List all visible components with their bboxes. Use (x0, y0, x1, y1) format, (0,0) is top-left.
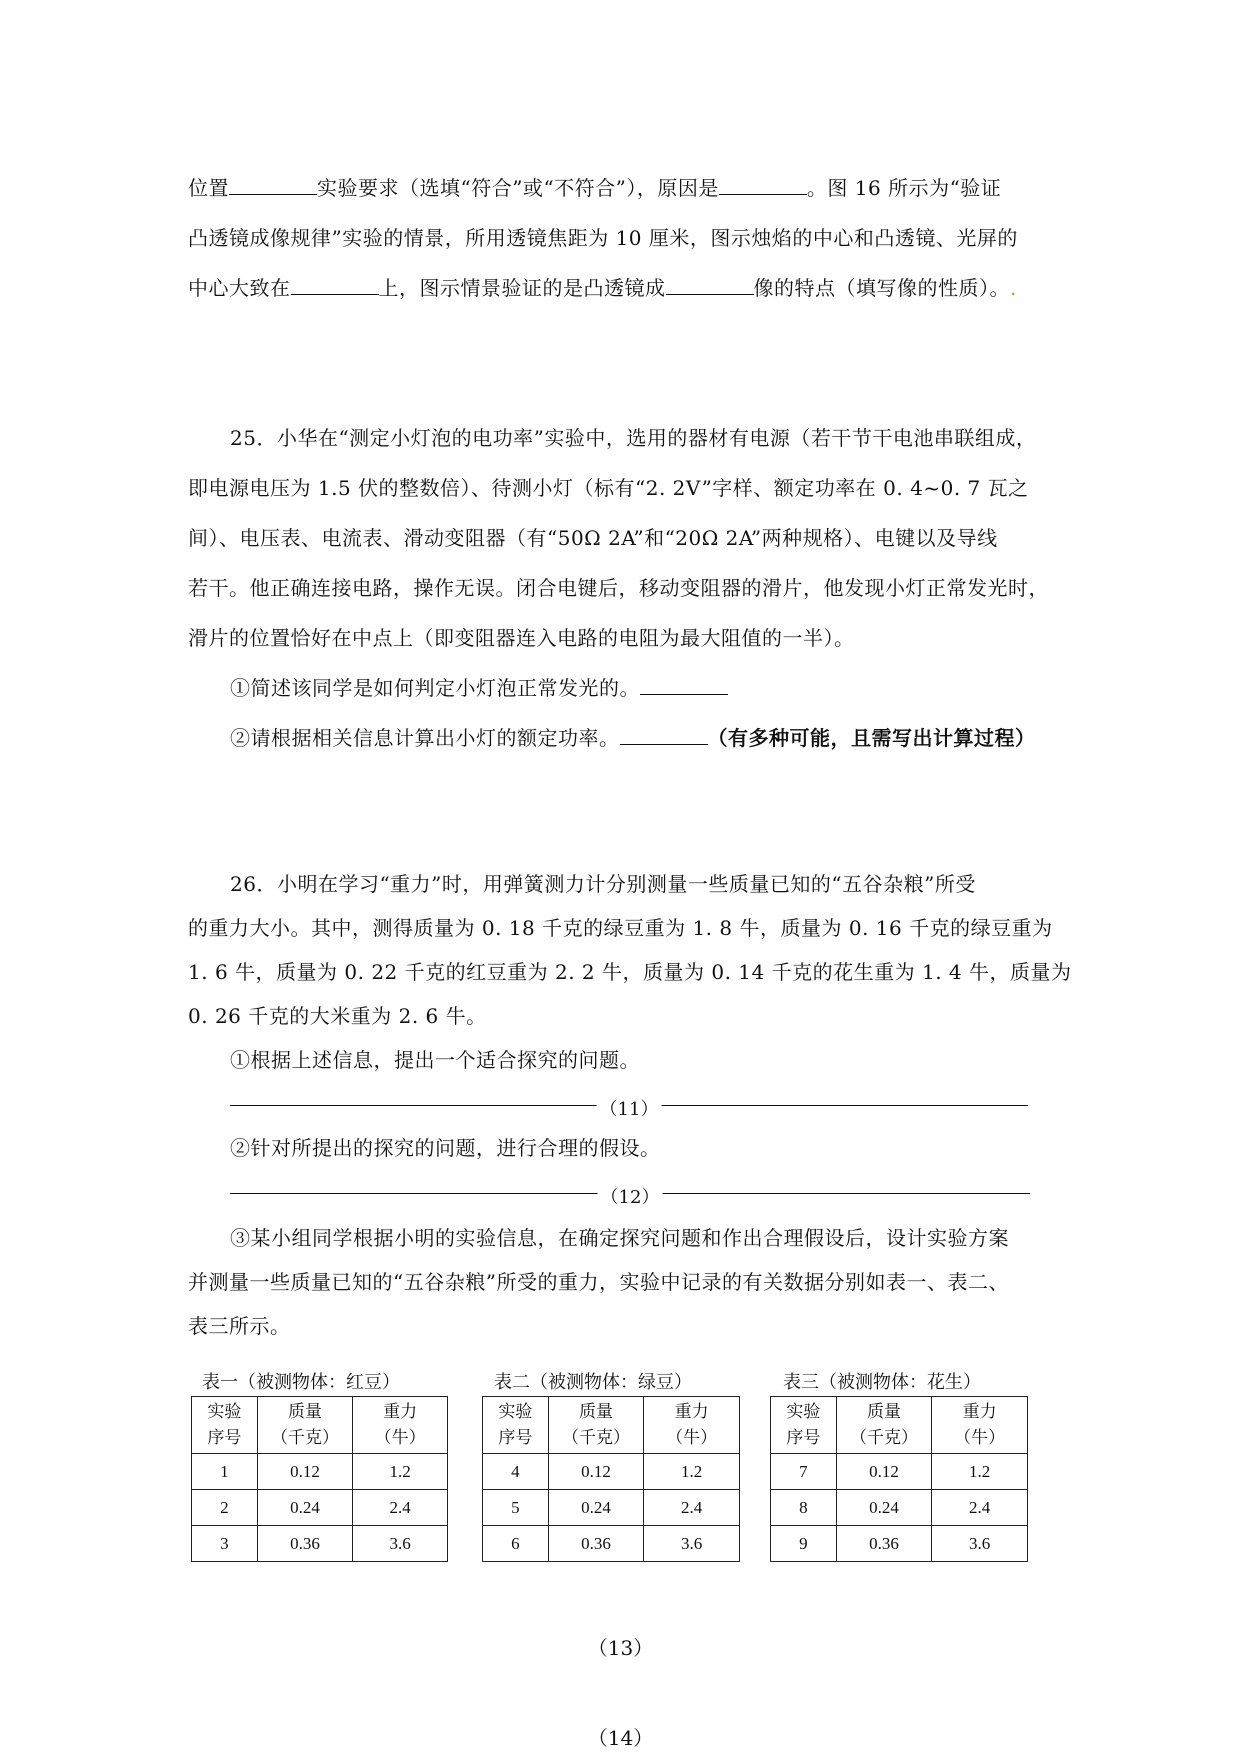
blank-number-11: （11） (597, 1095, 662, 1121)
table-row (192, 1490, 448, 1526)
header-cell: 重力 （牛） (353, 1397, 448, 1454)
answer-blank[interactable] (229, 193, 317, 195)
q26-sub-3-line-2: 并测量一些质量已知的“五谷杂粮”所受的重力，实验中记录的有关数据分别如表一、表二、 (188, 1270, 1009, 1294)
table-cell: 3.6 (932, 1526, 1028, 1562)
q25-sub1-text: ①简述该同学是如何判定小灯泡正常发光的。 (230, 676, 640, 700)
table-cell: 1.2 (932, 1454, 1028, 1490)
table-cell: 2.4 (644, 1490, 740, 1526)
q24-line-2: 凸透镜成像规律”实验的情景，所用透镜焦距为 10 厘米，图示烛焰的中心和凸透镜、光屏的 (188, 226, 1018, 250)
table-cell: 2.4 (353, 1490, 448, 1526)
table-cell: 0.24 (836, 1490, 932, 1526)
table-3 (770, 1396, 1028, 1562)
answer-blank[interactable] (291, 293, 379, 295)
table-cell: 3.6 (353, 1526, 448, 1562)
q25-line-1: 25．小华在“测定小灯泡的电功率”实验中，选用的器材有电源（若干节干电池串联组成， (230, 426, 1037, 450)
header-cell: 实验 序号 (192, 1397, 258, 1454)
answer-line-11[interactable] (230, 1096, 1028, 1120)
table-cell: 0.24 (257, 1490, 353, 1526)
q24-text: 位置 (188, 176, 229, 200)
table-cell: 0.12 (257, 1454, 353, 1490)
table-cell: 1.2 (644, 1454, 740, 1490)
q24-line-3 (188, 272, 1017, 301)
table-2-title: 表二（被测物体：绿豆） (494, 1372, 692, 1393)
answer-blank[interactable] (719, 193, 807, 195)
table-cell: 8 (771, 1490, 837, 1526)
q25-line-2: 即电源电压为 1.5 伏的整数倍）、待测小灯（标有“2. 2V”字样、额定功率在 0. 4~0. 7 瓦之 (188, 476, 1029, 500)
header-cell: 实验 序号 (771, 1397, 837, 1454)
table-cell: 0.12 (548, 1454, 644, 1490)
q25-line-5: 滑片的位置恰好在中点上（即变阻器连入电路的电阻为最大阻值的一半）。 (188, 626, 855, 650)
table-row (192, 1454, 448, 1490)
table-cell: 3.6 (644, 1526, 740, 1562)
header-cell: 重力 （牛） (644, 1397, 740, 1454)
table-row (771, 1526, 1028, 1562)
table-cell: 3 (192, 1526, 258, 1562)
q25-sub-1 (230, 672, 728, 701)
q25-line-3: 间）、电压表、电流表、滑动变阻器（有“50Ω 2A”和“20Ω 2A”两种规格）、电键以及导线 (188, 526, 998, 550)
header-cell: 质量 （千克） (836, 1397, 932, 1454)
q26-sub-1: ①根据上述信息，提出一个适合探究的问题。 (230, 1048, 640, 1072)
q25-sub2-note: （有多种可能，且需写出计算过程） (707, 726, 1036, 750)
answer-blank[interactable] (640, 693, 728, 695)
table-row (771, 1454, 1028, 1490)
table-cell: 0.36 (836, 1526, 932, 1562)
table-cell: 7 (771, 1454, 837, 1490)
q25-line-4: 若干。他正确连接电路，操作无误。闭合电键后，移动变阻器的滑片，他发现小灯正常发光时， (188, 576, 1049, 600)
table-row (771, 1490, 1028, 1526)
table-cell: 0.36 (548, 1526, 644, 1562)
header-cell: 质量 （千克） (257, 1397, 353, 1454)
table-header-row (192, 1397, 448, 1454)
table-row (483, 1490, 740, 1526)
table-cell: 0.12 (836, 1454, 932, 1490)
table-cell: 6 (483, 1526, 549, 1562)
table-row (483, 1526, 740, 1562)
table-cell: 0.36 (257, 1526, 353, 1562)
q26-sub-3-line-3: 表三所示。 (188, 1314, 291, 1338)
table-header-row (771, 1397, 1028, 1454)
table-cell: 0.24 (548, 1490, 644, 1526)
table-cell: 9 (771, 1526, 837, 1562)
answer-blank[interactable] (620, 743, 708, 745)
header-cell: 质量 （千克） (548, 1397, 644, 1454)
page-number-13: （13） (587, 1636, 654, 1660)
table-2 (482, 1396, 740, 1562)
table-row (483, 1454, 740, 1490)
q24-line-1 (188, 172, 1001, 201)
table-cell: 4 (483, 1454, 549, 1490)
q25-sub2-text: ②请根据相关信息计算出小灯的额定功率。 (230, 726, 620, 750)
page-number-14: （14） (587, 1726, 654, 1750)
q26-line-3: 1. 6 牛，质量为 0. 22 千克的红豆重为 2. 2 牛，质量为 0. 14 千克的花生重为 1. 4 牛，质量为 (188, 960, 1072, 984)
q26-sub-3-line-1: ③某小组同学根据小明的实验信息，在确定探究问题和作出合理假设后，设计实验方案 (230, 1226, 1009, 1250)
table-cell: 1.2 (353, 1454, 448, 1490)
table-row (192, 1526, 448, 1562)
q25-sub-2 (230, 722, 1036, 751)
answer-blank[interactable] (666, 293, 754, 295)
blank-number-12: （12） (598, 1183, 663, 1209)
table-header-row (483, 1397, 740, 1454)
q24-text: 中心大致在 (188, 276, 291, 300)
table-1-title: 表一（被测物体：红豆） (202, 1372, 400, 1393)
header-cell: 重力 （牛） (932, 1397, 1028, 1454)
stray-dot: . (1010, 276, 1017, 300)
q24-text: 像的特点（填写像的性质）。 (753, 276, 1010, 300)
q26-sub-2: ②针对所提出的探究的问题，进行合理的假设。 (230, 1136, 661, 1160)
q26-line-4: 0. 26 千克的大米重为 2. 6 牛。 (188, 1004, 487, 1028)
table-cell: 1 (192, 1454, 258, 1490)
table-1 (191, 1396, 448, 1562)
q24-text: 。图 16 所示为“验证 (806, 176, 1002, 200)
q26-line-2: 的重力大小。其中，测得质量为 0. 18 千克的绿豆重为 1. 8 牛，质量为 0. 16 千克的绿豆重为 (188, 916, 1053, 940)
table-3-title: 表三（被测物体：花生） (783, 1372, 981, 1393)
table-cell: 2.4 (932, 1490, 1028, 1526)
q26-line-1: 26．小明在学习“重力”时，用弹簧测力计分别测量一些质量已知的“五谷杂粮”所受 (230, 872, 976, 896)
header-cell: 实验 序号 (483, 1397, 549, 1454)
table-cell: 2 (192, 1490, 258, 1526)
table-cell: 5 (483, 1490, 549, 1526)
q24-text: 实验要求（选填“符合”或“不符合”），原因是 (317, 176, 719, 200)
answer-line-12[interactable] (230, 1184, 1030, 1208)
q24-text: 上，图示情景验证的是凸透镜成 (378, 276, 666, 300)
